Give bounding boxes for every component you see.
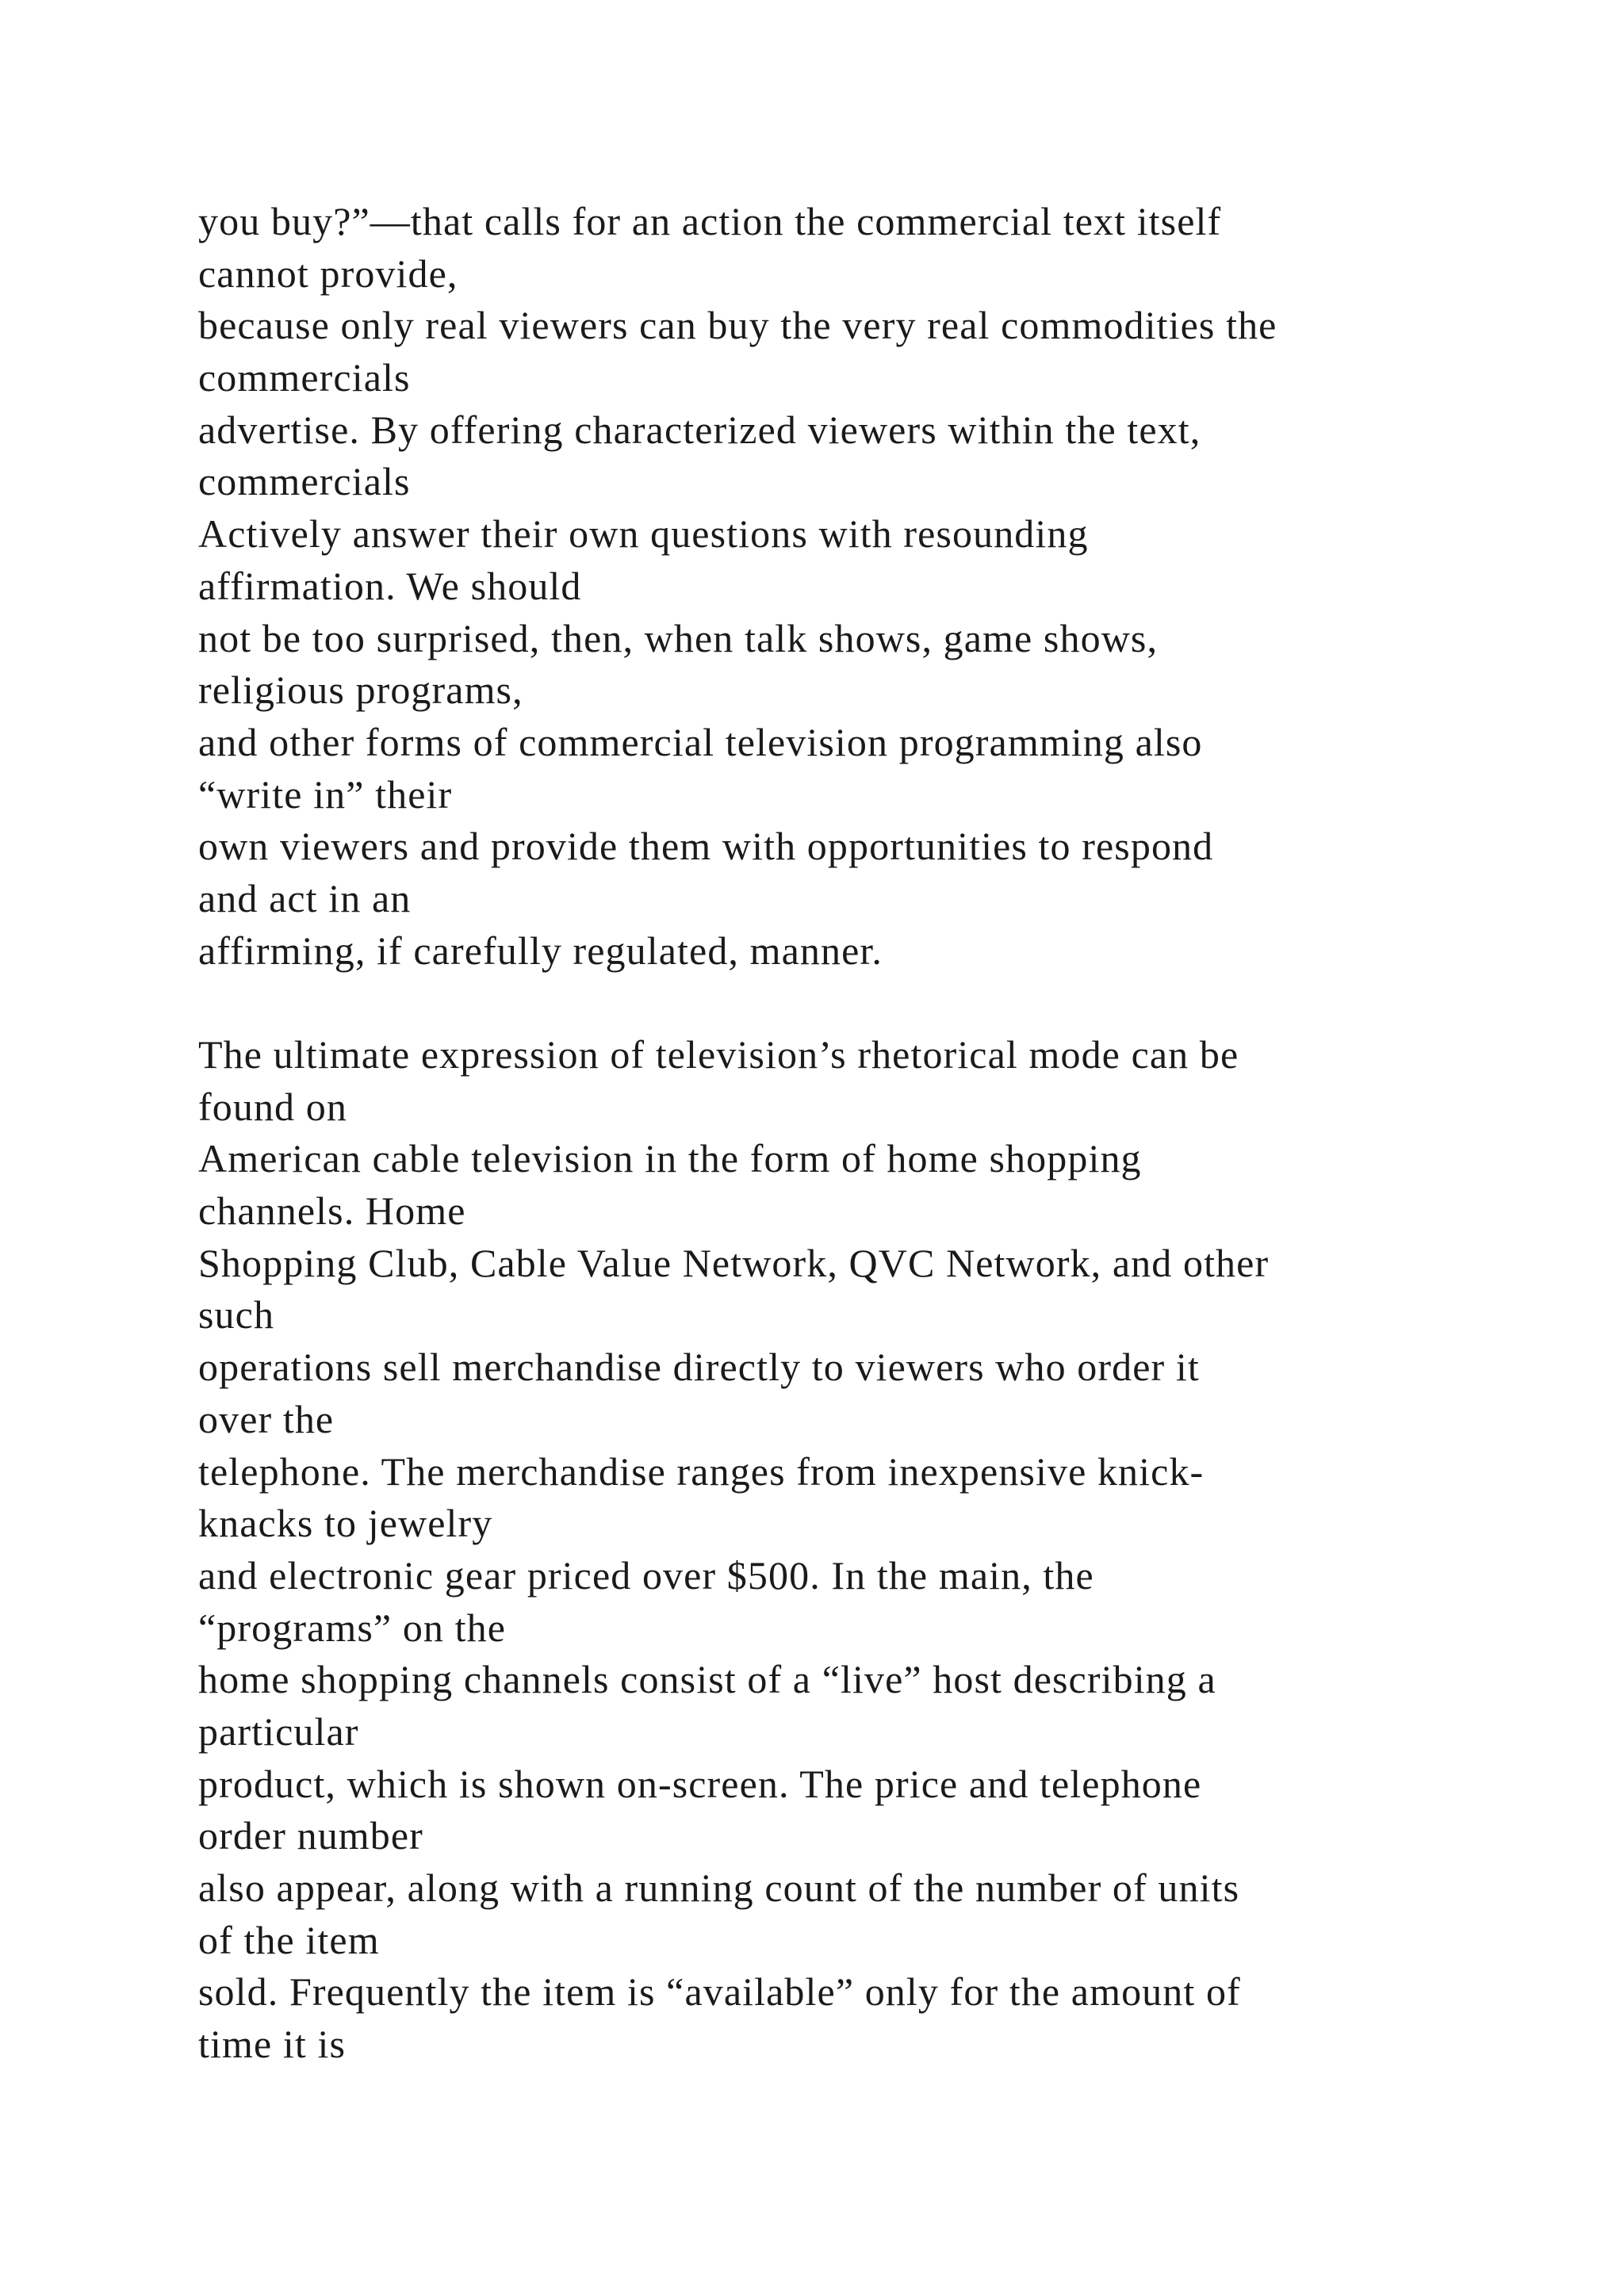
text-line: The ultimate expression of television’s rhetorical mode can be (198, 1032, 1239, 1077)
text-line: Actively answer their own questions with resounding (198, 511, 1089, 557)
text-line: home shopping channels consist of a “live” host describing a (198, 1657, 1216, 1702)
body-text (198, 196, 1546, 2071)
text-line: commercials (198, 355, 411, 400)
text-line: found on (198, 1084, 347, 1129)
text-line: product, which is shown on-screen. The price and telephone (198, 1761, 1202, 1806)
text-line: commercials (198, 459, 411, 504)
paragraph (198, 1029, 1546, 2071)
text-line: and act in an (198, 875, 412, 920)
text-line: over the (198, 1396, 335, 1441)
text-line: and other forms of commercial television programming also (198, 719, 1203, 764)
text-line: own viewers and provide them with opportunities to respond (198, 824, 1214, 869)
text-line: affirmation. We should (198, 563, 582, 608)
text-line: you buy?”—that calls for an action the commercial text itself (198, 199, 1222, 243)
text-line: advertise. By offering characterized viewers within the text, (198, 407, 1201, 452)
text-line: knacks to jewelry (198, 1501, 493, 1546)
text-line: order number (198, 1813, 423, 1858)
text-line: of the item (198, 1917, 380, 1962)
paragraph-gap (198, 977, 1546, 1029)
text-line: channels. Home (198, 1188, 466, 1234)
text-line: “programs” on the (198, 1605, 507, 1650)
text-line: particular (198, 1709, 359, 1754)
text-line: and electronic gear priced over $500. In the main, the (198, 1552, 1094, 1598)
text-line: telephone. The merchandise ranges from inexpensive knick- (198, 1448, 1205, 1494)
text-line: sold. Frequently the item is “available” only for the amount of (198, 1969, 1241, 2015)
paragraph (198, 196, 1546, 977)
text-line: “write in” their (198, 771, 453, 817)
text-line: affirming, if carefully regulated, manner. (198, 928, 883, 973)
text-line: also appear, along with a running count of the number of units (198, 1866, 1240, 1910)
text-line: American cable television in the form of home shopping (198, 1136, 1142, 1181)
text-line: not be too surprised, then, when talk shows, game shows, (198, 615, 1159, 660)
text-line: operations sell merchandise directly to viewers who order it (198, 1345, 1200, 1390)
text-line: such (198, 1292, 275, 1337)
text-line: cannot provide, (198, 251, 458, 296)
text-line: because only real viewers can buy the very real commodities the (198, 303, 1277, 348)
text-line: time it is (198, 2022, 346, 2067)
text-line: religious programs, (198, 668, 523, 713)
text-line: Shopping Club, Cable Value Network, QVC Network, and other (198, 1240, 1270, 1285)
